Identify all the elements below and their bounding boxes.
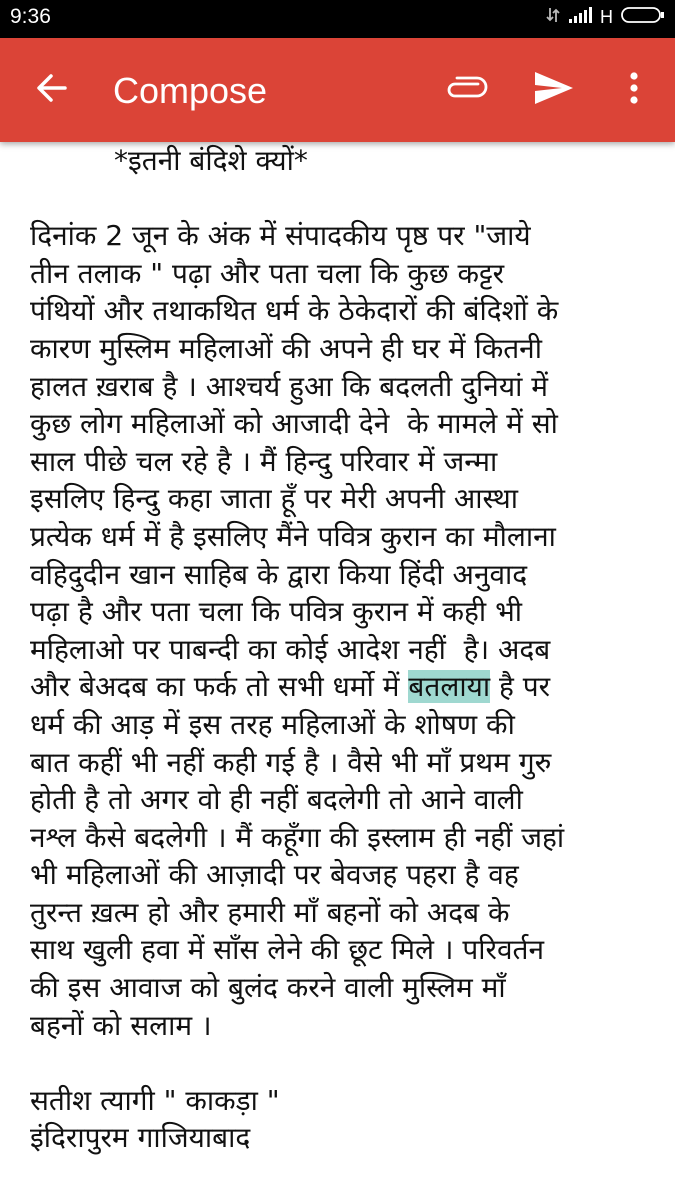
battery-icon (621, 6, 665, 28)
compose-body[interactable] (0, 142, 675, 1200)
text-line: महिलाओ पर पाबन्दी का कोई आदेश नहीं है। अदब (30, 632, 551, 666)
message-text[interactable] (30, 142, 670, 1157)
attach-button[interactable] (438, 68, 494, 112)
app-bar (0, 38, 675, 142)
text-line: कुछ लोग महिलाओं को आजादी देने के मामले में सो (30, 407, 558, 441)
text-line: इसलिए हिन्दु कहा जाता हूँ पर मेरी अपनी आस्था (30, 482, 518, 516)
signal-icon (568, 6, 592, 28)
text-line: साथ खुली हवा में साँस लेने की छूट मिले । परिवर्तन (30, 933, 545, 967)
paragraph-block-1 (30, 217, 670, 668)
text-line: प्रत्येक धर्म में है इसलिए मैंने पवित्र कुरान का मौलाना (30, 519, 556, 553)
text-line: बहनों को सलाम । (30, 1008, 212, 1042)
status-icons (546, 6, 665, 28)
text-line: वहिदुदीन खान साहिब के द्वारा किया हिंदी अनुवाद (30, 557, 528, 591)
data-transfer-icon (546, 6, 560, 28)
back-button[interactable] (26, 66, 78, 114)
text-line: पढ़ा है और पता चला कि पवित्र कुरान में कही भी (30, 595, 523, 629)
text-segment: और बेअदब का फर्क तो सभी धर्मो में (30, 670, 409, 704)
title-line: *इतनी बंदिशे क्यों* (114, 144, 308, 177)
arrow-left-icon (35, 71, 69, 109)
text-line: की इस आवाज को बुलंद करने वाली मुस्लिम माँ (30, 971, 506, 1005)
text-line: भी महिलाओं की आज़ादी पर बेवजह पहरा है वह (30, 858, 519, 892)
text-line: तीन तलाक " पढ़ा और पता चला कि कुछ कट्टर (30, 256, 505, 290)
highlight-line (30, 668, 670, 706)
paperclip-icon (444, 76, 488, 104)
page-title: Compose (113, 70, 268, 111)
text-line: होती है तो अगर वो ही नहीं बदलेगी तो आने वाली (30, 783, 523, 817)
signature-name: सतीश त्यागी " काकड़ा " (30, 1083, 280, 1117)
network-type: H (600, 6, 613, 27)
text-line: बात कहीं भी नहीं कही गई है । वैसे भी माँ प्रथम गुरु (30, 745, 552, 779)
more-vert-icon (629, 71, 639, 109)
text-line: नश्ल कैसे बदलेगी । मैं कहूँगा की इस्लाम ही नहीं जहां (30, 820, 565, 854)
text-line: तुरन्त ख़त्म हो और हमारी माँ बहनों को अदब के (30, 895, 510, 929)
paragraph-block-2 (30, 706, 670, 1044)
send-button[interactable] (528, 64, 580, 116)
more-options-button[interactable] (612, 64, 656, 116)
text-line: हालत ख़राब है । आश्चर्य हुआ कि बदलती दुनियां में (30, 369, 548, 403)
text-line: दिनांक 2 जून के अंक में संपादकीय पृष्ठ पर "जाये (30, 219, 531, 253)
text-segment: है पर (490, 670, 551, 704)
status-bar (0, 0, 675, 38)
text-line: कारण मुस्लिम महिलाओं की अपने ही घर में कितनी (30, 331, 542, 365)
status-time: 9:36 (10, 5, 51, 28)
signature-place: इंदिरापुरम गाजियाबाद (30, 1121, 251, 1155)
text-line: पंथियों और तथाकथित धर्म के ठेकेदारों की बंदिशों के (30, 294, 559, 328)
text-line: साल पीछे चल रहे है । मैं हिन्दु परिवार में जन्मा (30, 444, 498, 478)
text-line: धर्म की आड़ में इस तरह महिलाओं के शोषण की (30, 707, 515, 741)
selected-word[interactable]: बतलाया (408, 670, 491, 704)
send-icon (533, 70, 575, 110)
